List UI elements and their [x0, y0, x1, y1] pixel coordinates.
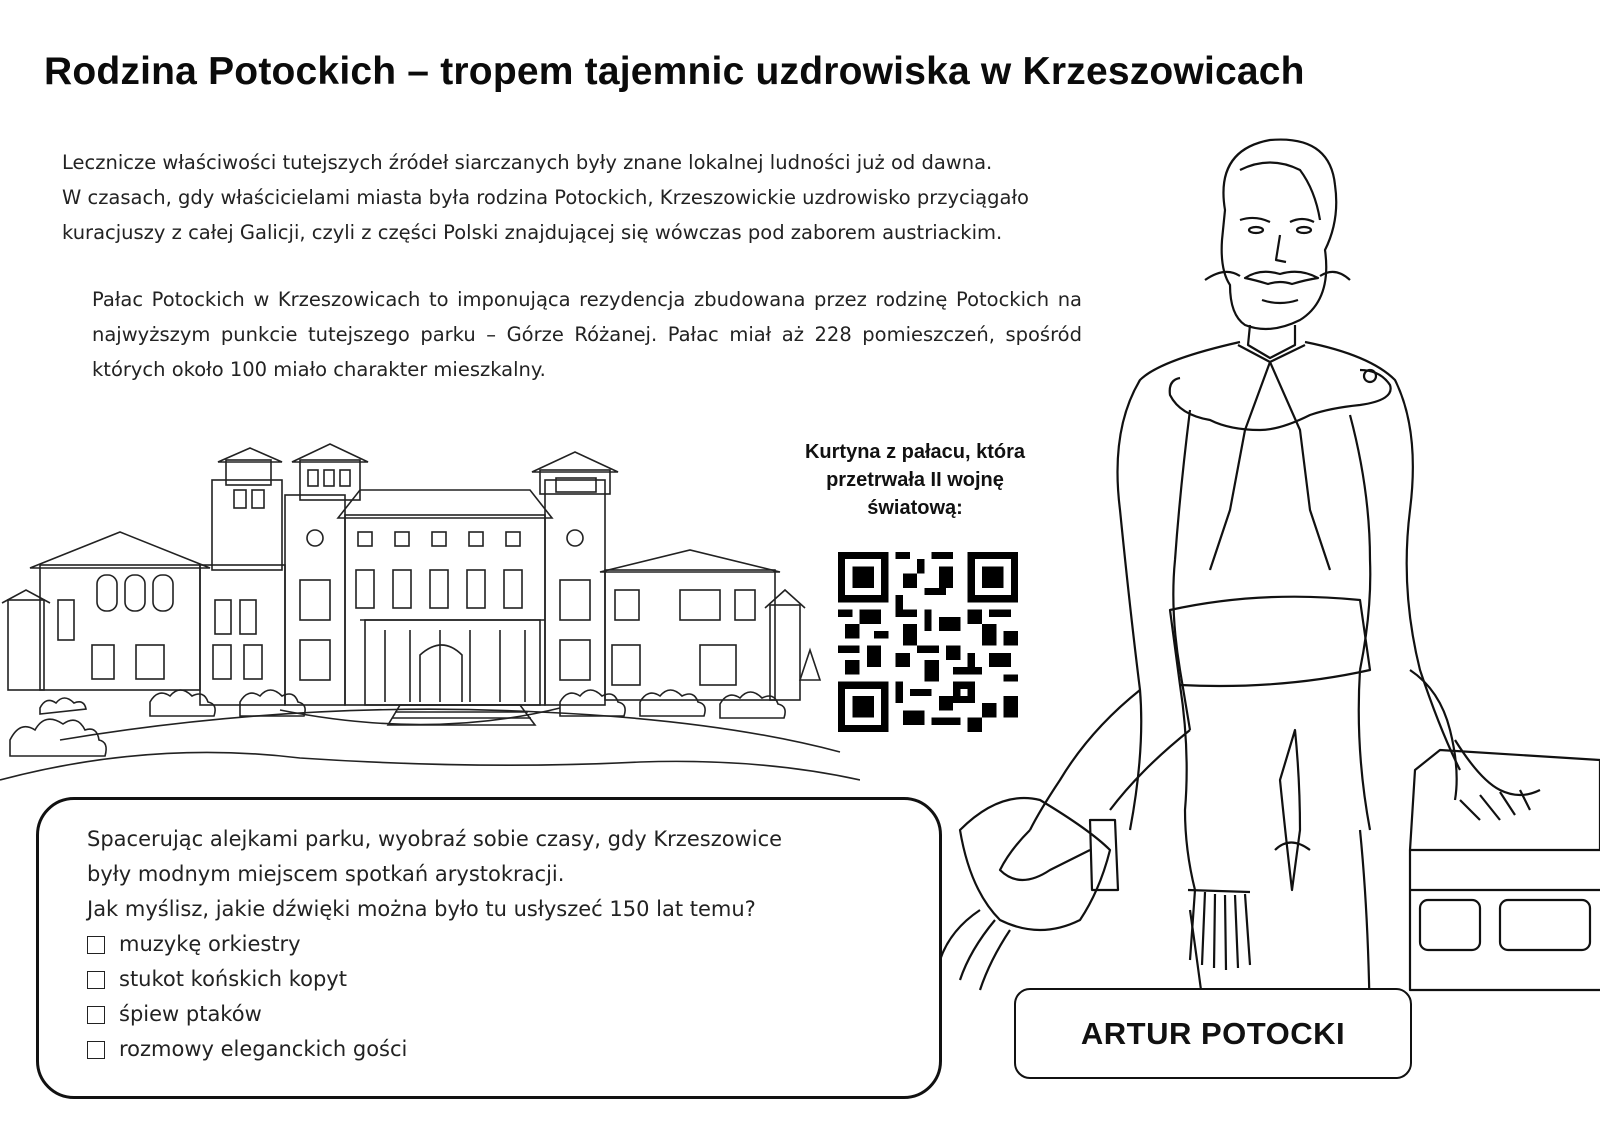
page-title: Rodzina Potockich – tropem tajemnic uzdrowiska w Krzeszowicach — [44, 50, 1305, 93]
quiz-option[interactable] — [87, 997, 782, 1032]
quiz-content — [87, 822, 782, 1067]
portrait-name-box — [1014, 988, 1412, 1079]
qr-caption-line: światową: — [867, 497, 963, 519]
quiz-option-label: muzykę orkiestry — [119, 932, 301, 956]
intro-line: kuracjuszy z całej Galicji, czyli z części Polski znajdującej się wówczas pod zaborem austriackim. — [62, 221, 1003, 244]
quiz-option-label: rozmowy eleganckich gości — [119, 1037, 408, 1061]
quiz-box — [36, 797, 942, 1099]
checkbox-icon[interactable] — [87, 971, 105, 989]
quiz-line: Spacerując alejkami parku, wyobraź sobie czasy, gdy Krzeszowice — [87, 827, 783, 851]
intro-line: W czasach, gdy właścicielami miasta była rodzina Potockich, Krzeszowickie uzdrowisko przyciągało — [62, 186, 1029, 209]
intro-line: Lecznicze właściwości tutejszych źródeł siarczanych były znane lokalnej ludności już od dawna. — [62, 151, 993, 174]
checkbox-icon[interactable] — [87, 1041, 105, 1059]
checkbox-icon[interactable] — [87, 1006, 105, 1024]
palace-illustration — [0, 440, 860, 850]
quiz-option-label: stukot końskich kopyt — [119, 967, 347, 991]
quiz-option[interactable] — [87, 1032, 782, 1067]
checkbox-icon[interactable] — [87, 936, 105, 954]
quiz-option-label: śpiew ptaków — [119, 1002, 262, 1026]
portrait-illustration — [940, 130, 1600, 1060]
quiz-question: Jak myślisz, jakie dźwięki można było tu usłyszeć 150 lat temu? — [87, 897, 756, 921]
palace-paragraph: Pałac Potockich w Krzeszowicach to imponująca rezydencja zbudowana przez rodzinę Potockich na najwyższym punkcie tutejszego parku – Górze Różanej. Pałac miał aż 228 pomieszczeń, spośród których około 100 miało charakter mieszkalny. — [92, 288, 1082, 381]
portrait-name: ARTUR POTOCKI — [1080, 1015, 1346, 1051]
quiz-line: były modnym miejscem spotkań arystokracji. — [87, 862, 565, 886]
quiz-option[interactable] — [87, 962, 782, 997]
quiz-option[interactable] — [87, 927, 782, 962]
qr-caption-line: Kurtyna z pałacu, która — [804, 441, 1026, 463]
qr-caption-line: przetrwała II wojnę — [826, 469, 1004, 491]
